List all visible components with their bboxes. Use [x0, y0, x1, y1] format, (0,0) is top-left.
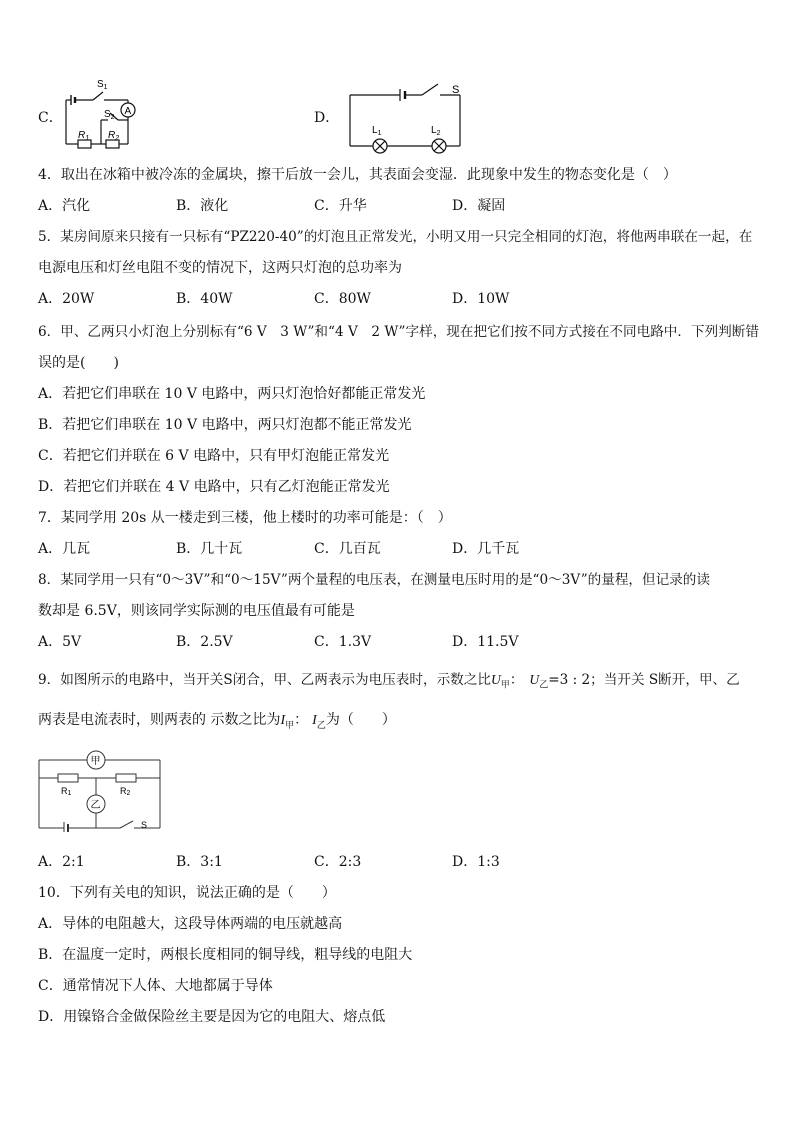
q9-circuit-diagram [36, 748, 164, 832]
q7-option-c: C．几百瓦 [314, 541, 381, 557]
q4-option-d: D．凝固 [452, 198, 506, 214]
q8-option-d: D．11.5V [452, 634, 519, 650]
q4-option-c: C．升华 [314, 198, 367, 214]
q5-stem-line1: 5．某房间原来只接有一只标有“PZ220-40”的灯泡且正常发光，小明又用一只完全相同的灯泡，将他两串联在一起，在 [38, 229, 753, 245]
q9-stem-text-d: 为（ ） [325, 712, 396, 728]
q8-stem-line1: 8．某同学用一只有“0～3V”和“0～15V”两个量程的电压表，在测量电压时用的是“0～3V”的量程，但记录的读 [38, 572, 710, 588]
q3-circuit-c-diagram [60, 74, 150, 154]
q9-sub-yi: 乙 [539, 680, 549, 691]
q9-symbol-u-yi: U [529, 672, 540, 687]
q3-option-c-label: C． [38, 110, 63, 126]
q9-sub-yi-2: 乙 [316, 720, 326, 731]
q6-option-d: D．若把它们并联在 4 V 电路中，只有乙灯泡能正常发光 [38, 479, 390, 495]
svg-text:L2: $L_2$ [431, 125, 441, 137]
q5-option-b: B．40W [176, 291, 233, 307]
q9-option-d: D．1:3 [452, 854, 500, 870]
q9-colon-2: ： [294, 712, 309, 728]
q9-option-b: B．3:1 [176, 854, 223, 870]
q9-symbol-u-jia: U [490, 672, 501, 687]
q6-stem-line1: 6．甲、乙两只小灯泡上分别标有“6 V 3 W”和“4 V 2 W”字样，现在把它们按不同方式接在不同电路中．下列判断错 [38, 324, 759, 340]
svg-text:甲: 甲 [90, 756, 101, 767]
q10-stem: 10．下列有关电的知识，说法正确的是（ ） [38, 885, 336, 901]
q3-circuit-d-diagram [340, 80, 470, 162]
q9-stem-line1 [38, 670, 740, 696]
q9-sub-jia-2: 甲 [285, 720, 295, 731]
q5-option-c: C．80W [314, 291, 371, 307]
q6-option-c: C．若把它们并联在 6 V 电路中，只有甲灯泡能正常发光 [38, 448, 390, 464]
q8-option-a: A．5V [38, 634, 82, 650]
q9-stem-text-b: =3 : 2；当开关 S断开，甲、乙 [548, 672, 740, 688]
q9-sub-jia: 甲 [500, 680, 510, 691]
svg-text:S1: $S_1$ [97, 79, 108, 91]
svg-text:L1: $L_1$ [372, 125, 382, 137]
q7-option-b: B．几十瓦 [176, 541, 243, 557]
svg-text:R1: R1 [61, 786, 72, 797]
q10-option-a: A．导体的电阻越大，这段导体两端的电压就越高 [38, 916, 343, 932]
q6-option-a: A．若把它们串联在 10 V 电路中，两只灯泡恰好都能正常发光 [38, 386, 426, 402]
svg-text:A: A [124, 106, 132, 117]
q10-option-d: D．用镍铬合金做保险丝主要是因为它的电阻大、熔点低 [38, 1009, 386, 1025]
q10-option-b: B．在温度一定时，两根长度相同的铜导线，粗导线的电阻大 [38, 947, 413, 963]
q8-stem-line2: 数却是 6.5V，则该同学实际测的电压值最有可能是 [38, 603, 355, 619]
q8-option-b: B．2.5V [176, 634, 233, 650]
svg-text:S: S [141, 820, 148, 830]
svg-text:S: S [452, 84, 460, 96]
q9-colon: ： [509, 672, 524, 688]
q7-stem: 7．某同学用 20s 从一楼走到三楼，他上楼时的功率可能是：（ ） [38, 510, 452, 526]
svg-text:R2: $R_2$ [108, 130, 120, 142]
q9-symbol-i-yi: I [312, 713, 317, 728]
q9-option-c: C．2:3 [314, 854, 362, 870]
q6-stem-line2: 误的是( ) [38, 355, 119, 371]
q5-option-d: D．10W [452, 291, 510, 307]
svg-text:S2: $S_2$ [104, 109, 115, 121]
q10-option-c: C．通常情况下人体、大地都属于导体 [38, 978, 273, 994]
q9-symbol-i-jia: I [280, 713, 286, 728]
q7-option-a: A．几瓦 [38, 541, 91, 557]
q8-option-c: C．1.3V [314, 634, 372, 650]
svg-text:R1: $R_1$ [78, 130, 90, 142]
q9-stem-line2 [38, 710, 396, 736]
q6-option-b: B．若把它们串联在 10 V 电路中，两只灯泡都不能正常发光 [38, 417, 412, 433]
q3-option-d-label: D． [314, 110, 340, 126]
q4-option-a: A．汽化 [38, 198, 91, 214]
q7-option-d: D．几千瓦 [452, 541, 520, 557]
q4-stem: 4．取出在冰箱中被冷冻的金属块，擦干后放一会儿，其表面会变湿．此现象中发生的物态变化是（ ） [38, 167, 677, 183]
q5-option-a: A．20W [38, 291, 95, 307]
q9-stem-text-a: 9．如图所示的电路中，当开关S闭合，甲、乙两表示为电压表时，示数之比 [38, 672, 491, 688]
svg-text:乙: 乙 [90, 800, 101, 811]
svg-text:R2: R2 [120, 786, 131, 797]
q9-option-a: A．2:1 [38, 854, 85, 870]
q5-stem-line2: 电源电压和灯丝电阻不变的情况下，这两只灯泡的总功率为 [38, 260, 402, 276]
q4-option-b: B．液化 [176, 198, 229, 214]
q9-stem-text-c: 两表是电流表时，则两表的 示数之比为 [38, 712, 281, 728]
